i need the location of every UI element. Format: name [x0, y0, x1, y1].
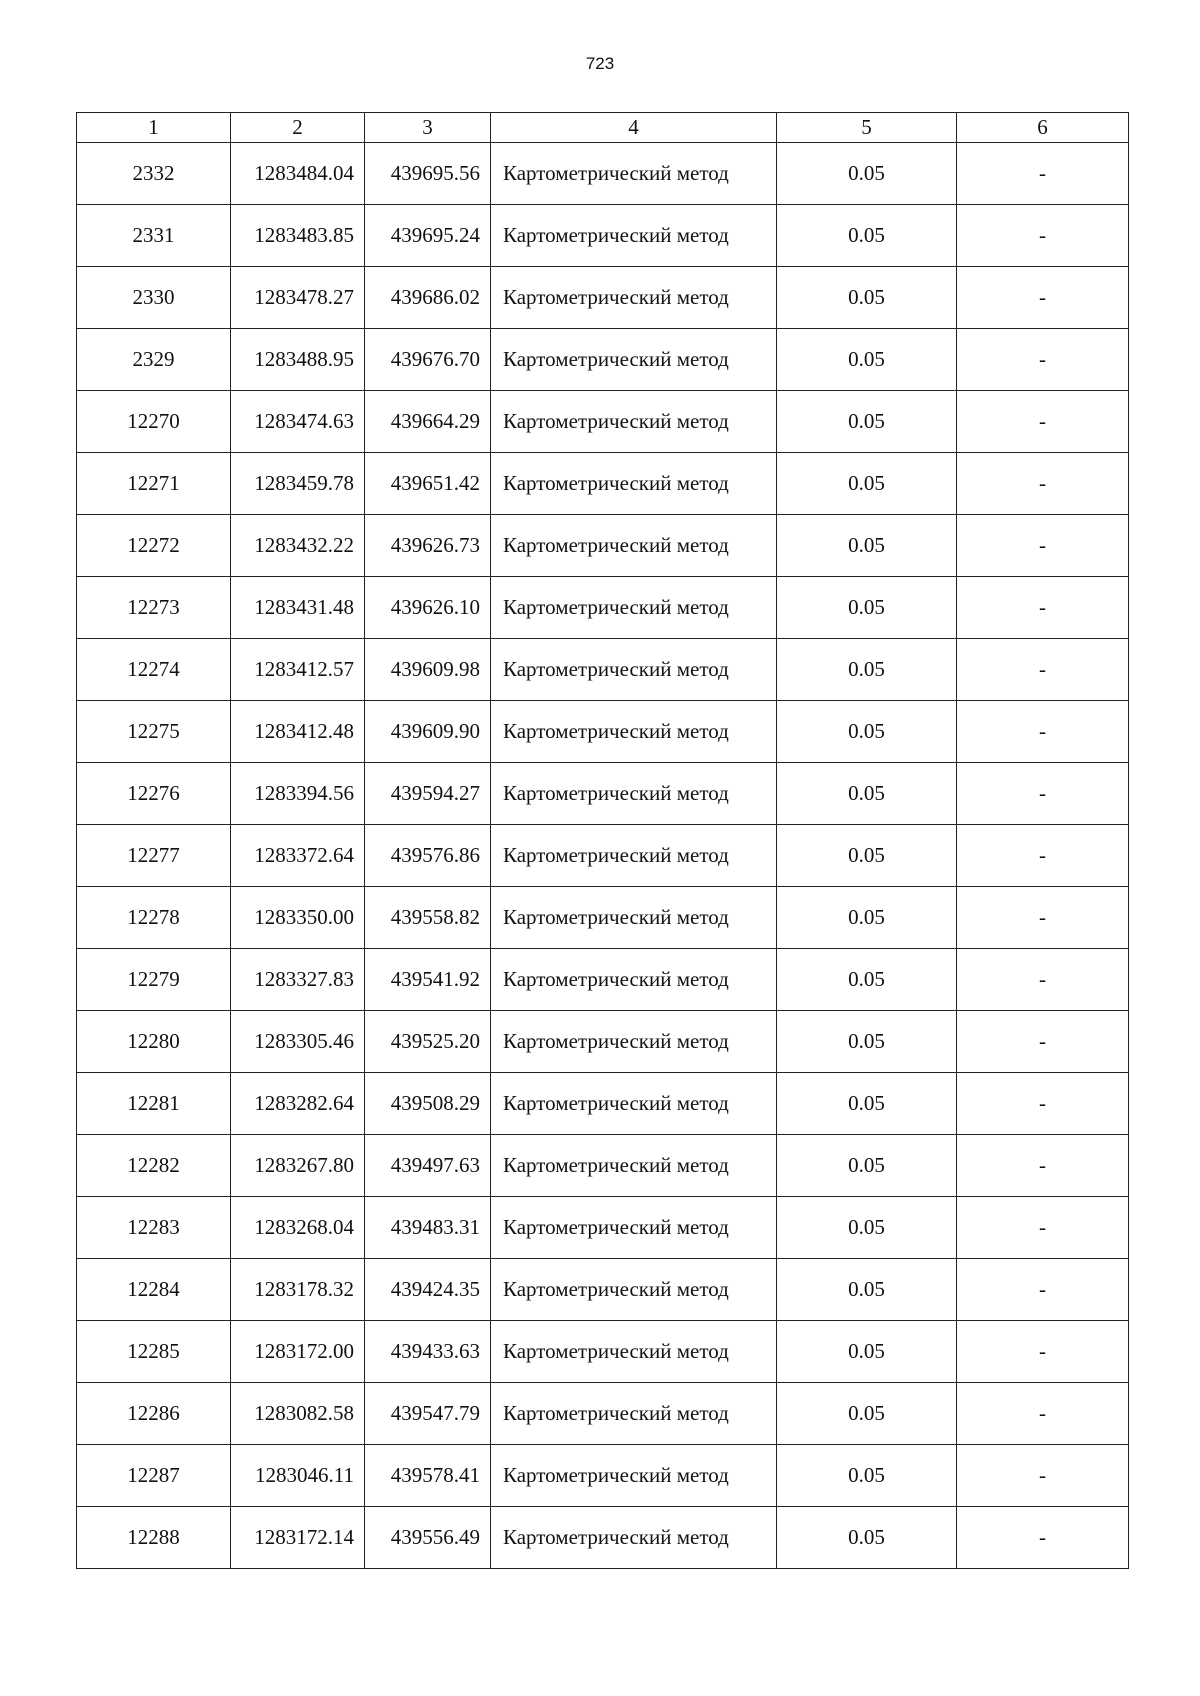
- point-number-cell: 12287: [77, 1445, 231, 1507]
- y-coordinate-cell: 439578.41: [365, 1445, 491, 1507]
- x-coordinate-cell: 1283046.11: [231, 1445, 365, 1507]
- page-number: 723: [585, 54, 615, 73]
- x-coordinate-cell: 1283484.04: [231, 143, 365, 205]
- x-coordinate-cell: 1283412.48: [231, 701, 365, 763]
- note-cell: -: [957, 143, 1129, 205]
- point-number-cell: 12286: [77, 1383, 231, 1445]
- method-cell: Картометрический метод: [491, 1445, 777, 1507]
- table-row: [77, 639, 1129, 701]
- method-cell: Картометрический метод: [491, 701, 777, 763]
- accuracy-cell: 0.05: [777, 1507, 957, 1569]
- x-coordinate-cell: 1283431.48: [231, 577, 365, 639]
- table-row: [77, 949, 1129, 1011]
- accuracy-cell: 0.05: [777, 205, 957, 267]
- point-number-cell: 2332: [77, 143, 231, 205]
- y-coordinate-cell: 439651.42: [365, 453, 491, 515]
- point-number-cell: 12274: [77, 639, 231, 701]
- method-cell: Картометрический метод: [491, 1259, 777, 1321]
- method-cell: Картометрический метод: [491, 329, 777, 391]
- accuracy-cell: 0.05: [777, 453, 957, 515]
- x-coordinate-cell: 1283172.14: [231, 1507, 365, 1569]
- accuracy-cell: 0.05: [777, 1011, 957, 1073]
- accuracy-cell: 0.05: [777, 1321, 957, 1383]
- y-coordinate-cell: 439525.20: [365, 1011, 491, 1073]
- y-coordinate-cell: 439609.98: [365, 639, 491, 701]
- y-coordinate-cell: 439676.70: [365, 329, 491, 391]
- table-row: [77, 205, 1129, 267]
- method-cell: Картометрический метод: [491, 887, 777, 949]
- table-row: [77, 1321, 1129, 1383]
- note-cell: -: [957, 1321, 1129, 1383]
- note-cell: -: [957, 453, 1129, 515]
- table-row: [77, 701, 1129, 763]
- header-cell-3: 3: [365, 113, 491, 143]
- accuracy-cell: 0.05: [777, 391, 957, 453]
- y-coordinate-cell: 439508.29: [365, 1073, 491, 1135]
- y-coordinate-cell: 439664.29: [365, 391, 491, 453]
- x-coordinate-cell: 1283459.78: [231, 453, 365, 515]
- header-cell-2: 2: [231, 113, 365, 143]
- table-row: [77, 1259, 1129, 1321]
- method-cell: Картометрический метод: [491, 763, 777, 825]
- point-number-cell: 12288: [77, 1507, 231, 1569]
- method-cell: Картометрический метод: [491, 205, 777, 267]
- accuracy-cell: 0.05: [777, 1383, 957, 1445]
- header-cell-6: 6: [957, 113, 1129, 143]
- table-row: [77, 453, 1129, 515]
- note-cell: -: [957, 391, 1129, 453]
- point-number-cell: 12279: [77, 949, 231, 1011]
- x-coordinate-cell: 1283282.64: [231, 1073, 365, 1135]
- note-cell: -: [957, 763, 1129, 825]
- y-coordinate-cell: 439594.27: [365, 763, 491, 825]
- table-row: [77, 1135, 1129, 1197]
- table-row: [77, 267, 1129, 329]
- note-cell: -: [957, 887, 1129, 949]
- point-number-cell: 12283: [77, 1197, 231, 1259]
- table-row: [77, 1507, 1129, 1569]
- note-cell: -: [957, 1011, 1129, 1073]
- y-coordinate-cell: 439626.10: [365, 577, 491, 639]
- y-coordinate-cell: 439541.92: [365, 949, 491, 1011]
- note-cell: -: [957, 205, 1129, 267]
- table-row: [77, 515, 1129, 577]
- header-cell-1: 1: [77, 113, 231, 143]
- point-number-cell: 12281: [77, 1073, 231, 1135]
- x-coordinate-cell: 1283474.63: [231, 391, 365, 453]
- method-cell: Картометрический метод: [491, 515, 777, 577]
- accuracy-cell: 0.05: [777, 763, 957, 825]
- header-cell-5: 5: [777, 113, 957, 143]
- table-row: [77, 763, 1129, 825]
- y-coordinate-cell: 439609.90: [365, 701, 491, 763]
- accuracy-cell: 0.05: [777, 1259, 957, 1321]
- y-coordinate-cell: 439576.86: [365, 825, 491, 887]
- x-coordinate-cell: 1283267.80: [231, 1135, 365, 1197]
- header-row: [77, 113, 1129, 143]
- x-coordinate-cell: 1283172.00: [231, 1321, 365, 1383]
- note-cell: -: [957, 1073, 1129, 1135]
- accuracy-cell: 0.05: [777, 577, 957, 639]
- note-cell: -: [957, 1383, 1129, 1445]
- table-row: [77, 1073, 1129, 1135]
- point-number-cell: 12282: [77, 1135, 231, 1197]
- accuracy-cell: 0.05: [777, 329, 957, 391]
- method-cell: Картометрический метод: [491, 949, 777, 1011]
- accuracy-cell: 0.05: [777, 143, 957, 205]
- accuracy-cell: 0.05: [777, 701, 957, 763]
- note-cell: -: [957, 1507, 1129, 1569]
- point-number-cell: 12275: [77, 701, 231, 763]
- accuracy-cell: 0.05: [777, 949, 957, 1011]
- table-row: [77, 1383, 1129, 1445]
- x-coordinate-cell: 1283488.95: [231, 329, 365, 391]
- note-cell: -: [957, 949, 1129, 1011]
- x-coordinate-cell: 1283268.04: [231, 1197, 365, 1259]
- note-cell: -: [957, 1259, 1129, 1321]
- y-coordinate-cell: 439497.63: [365, 1135, 491, 1197]
- x-coordinate-cell: 1283178.32: [231, 1259, 365, 1321]
- note-cell: -: [957, 1445, 1129, 1507]
- accuracy-cell: 0.05: [777, 1073, 957, 1135]
- method-cell: Картометрический метод: [491, 577, 777, 639]
- method-cell: Картометрический метод: [491, 825, 777, 887]
- table-row: [77, 825, 1129, 887]
- table-row: [77, 1445, 1129, 1507]
- y-coordinate-cell: 439424.35: [365, 1259, 491, 1321]
- note-cell: -: [957, 577, 1129, 639]
- accuracy-cell: 0.05: [777, 1135, 957, 1197]
- method-cell: Картометрический метод: [491, 453, 777, 515]
- y-coordinate-cell: 439626.73: [365, 515, 491, 577]
- point-number-cell: 12278: [77, 887, 231, 949]
- method-cell: Картометрический метод: [491, 639, 777, 701]
- method-cell: Картометрический метод: [491, 1383, 777, 1445]
- method-cell: Картометрический метод: [491, 1135, 777, 1197]
- point-number-cell: 12272: [77, 515, 231, 577]
- y-coordinate-cell: 439695.24: [365, 205, 491, 267]
- header-cell-4: 4: [491, 113, 777, 143]
- point-number-cell: 12277: [77, 825, 231, 887]
- x-coordinate-cell: 1283082.58: [231, 1383, 365, 1445]
- note-cell: -: [957, 1197, 1129, 1259]
- point-number-cell: 2330: [77, 267, 231, 329]
- x-coordinate-cell: 1283327.83: [231, 949, 365, 1011]
- method-cell: Картометрический метод: [491, 143, 777, 205]
- table-row: [77, 391, 1129, 453]
- table-row: [77, 143, 1129, 205]
- x-coordinate-cell: 1283350.00: [231, 887, 365, 949]
- point-number-cell: 12280: [77, 1011, 231, 1073]
- point-number-cell: 12270: [77, 391, 231, 453]
- y-coordinate-cell: 439686.02: [365, 267, 491, 329]
- y-coordinate-cell: 439556.49: [365, 1507, 491, 1569]
- method-cell: Картометрический метод: [491, 1011, 777, 1073]
- x-coordinate-cell: 1283478.27: [231, 267, 365, 329]
- x-coordinate-cell: 1283305.46: [231, 1011, 365, 1073]
- note-cell: -: [957, 1135, 1129, 1197]
- x-coordinate-cell: 1283412.57: [231, 639, 365, 701]
- y-coordinate-cell: 439695.56: [365, 143, 491, 205]
- accuracy-cell: 0.05: [777, 267, 957, 329]
- note-cell: -: [957, 701, 1129, 763]
- accuracy-cell: 0.05: [777, 515, 957, 577]
- method-cell: Картометрический метод: [491, 1197, 777, 1259]
- table-row: [77, 1197, 1129, 1259]
- point-number-cell: 2329: [77, 329, 231, 391]
- accuracy-cell: 0.05: [777, 1197, 957, 1259]
- x-coordinate-cell: 1283483.85: [231, 205, 365, 267]
- x-coordinate-cell: 1283432.22: [231, 515, 365, 577]
- x-coordinate-cell: 1283372.64: [231, 825, 365, 887]
- y-coordinate-cell: 439547.79: [365, 1383, 491, 1445]
- accuracy-cell: 0.05: [777, 639, 957, 701]
- y-coordinate-cell: 439433.63: [365, 1321, 491, 1383]
- note-cell: -: [957, 267, 1129, 329]
- method-cell: Картометрический метод: [491, 267, 777, 329]
- point-number-cell: 12285: [77, 1321, 231, 1383]
- method-cell: Картометрический метод: [491, 1321, 777, 1383]
- table-row: [77, 887, 1129, 949]
- point-number-cell: 12271: [77, 453, 231, 515]
- accuracy-cell: 0.05: [777, 1445, 957, 1507]
- point-number-cell: 12273: [77, 577, 231, 639]
- y-coordinate-cell: 439558.82: [365, 887, 491, 949]
- y-coordinate-cell: 439483.31: [365, 1197, 491, 1259]
- note-cell: -: [957, 639, 1129, 701]
- table-row: [77, 1011, 1129, 1073]
- table-row: [77, 577, 1129, 639]
- point-number-cell: 2331: [77, 205, 231, 267]
- x-coordinate-cell: 1283394.56: [231, 763, 365, 825]
- table-row: [77, 329, 1129, 391]
- method-cell: Картометрический метод: [491, 1073, 777, 1135]
- method-cell: Картометрический метод: [491, 391, 777, 453]
- method-cell: Картометрический метод: [491, 1507, 777, 1569]
- note-cell: -: [957, 825, 1129, 887]
- note-cell: -: [957, 329, 1129, 391]
- point-number-cell: 12284: [77, 1259, 231, 1321]
- accuracy-cell: 0.05: [777, 825, 957, 887]
- point-number-cell: 12276: [77, 763, 231, 825]
- note-cell: -: [957, 515, 1129, 577]
- coordinates-table: [76, 112, 1129, 1569]
- table-body: [77, 143, 1129, 1569]
- accuracy-cell: 0.05: [777, 887, 957, 949]
